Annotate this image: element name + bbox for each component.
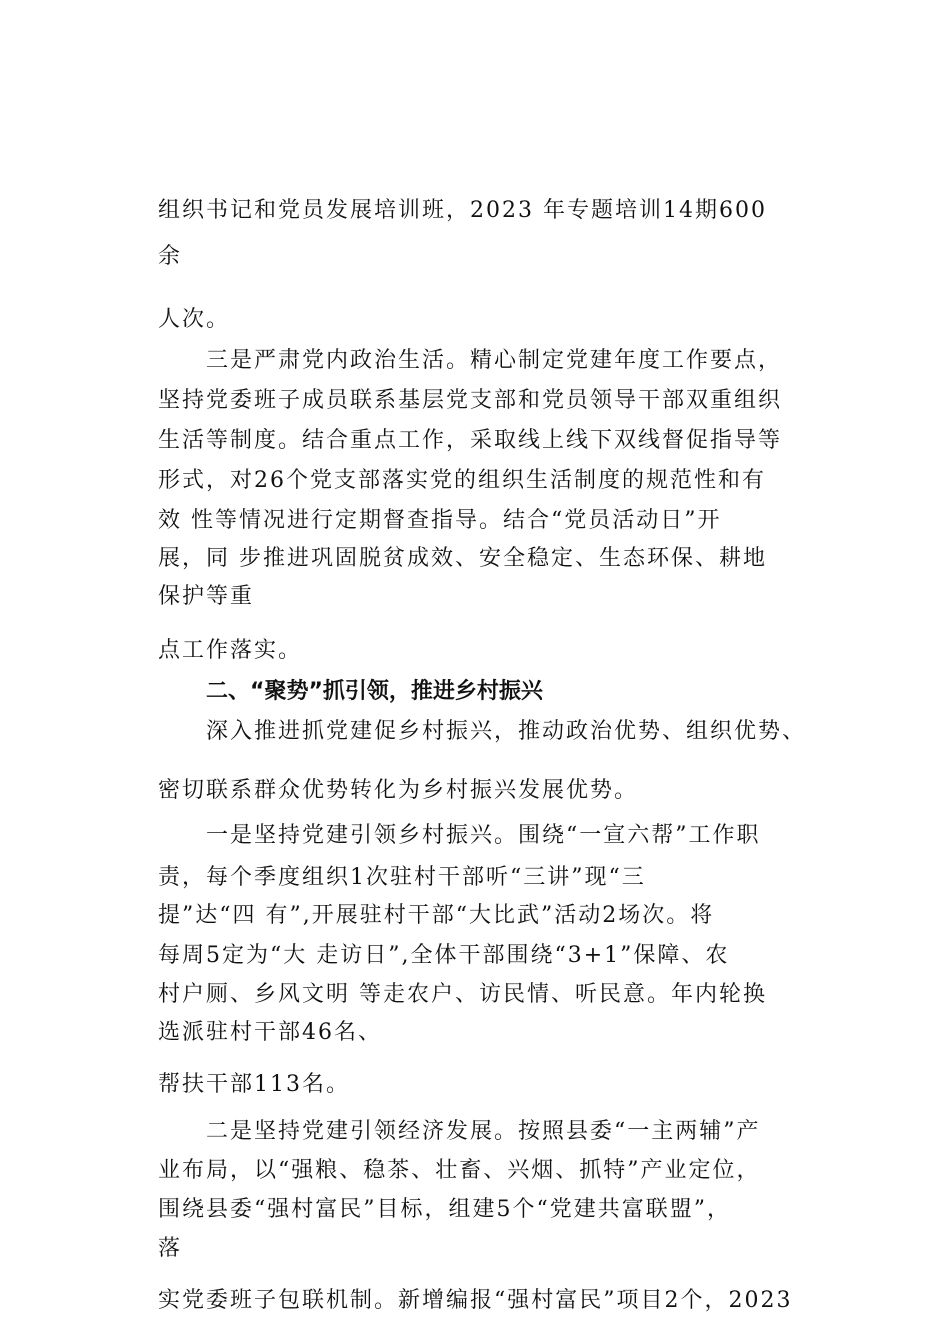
text-line: 落 xyxy=(158,1236,183,1261)
text-line: 展，同 步推进巩固脱贫成效、安全稳定、生态环保、耕地 xyxy=(158,546,767,571)
paragraph-start-line: 三是严肃党内政治生活。精心制定党建年度工作要点， xyxy=(206,348,783,373)
text-line: 围绕县委“强村富民”目标，组建5个“党建共富联盟”， xyxy=(158,1197,731,1222)
paragraph-start-line: 深入推进抓党建促乡村振兴，推动政治优势、组织优势、 xyxy=(206,719,807,744)
text-line: 余 xyxy=(158,244,183,269)
text-line: 选派驻村干部46名、 xyxy=(158,1020,382,1045)
text-line: 村户厕、乡风文明 等走农户、访民情、听民意。年内轮换 xyxy=(158,982,767,1007)
text-line: 提”达“四 有”,开展驻村干部“大比武”活动2场次。将 xyxy=(158,903,715,928)
text-line: 实党委班子包联机制。新增编报“强村富民”项目2个，2023 xyxy=(158,1288,793,1313)
text-line: 人次。 xyxy=(158,307,231,332)
text-line: 每周5定为“大 走访日”,全体干部围绕“3+1”保障、农 xyxy=(158,943,730,968)
section-heading: 二、“聚势”抓引领，推进乡村振兴 xyxy=(206,679,543,704)
text-line: 生活等制度。结合重点工作，采取线上线下双线督促指导等 xyxy=(158,428,783,453)
text-line: 保护等重 xyxy=(158,584,255,609)
paragraph-start-line: 二是坚持党建引领经济发展。按照县委“一主两辅”产 xyxy=(206,1119,761,1144)
text-line: 业布局，以“强粮、稳茶、壮畜、兴烟、抓特”产业定位， xyxy=(158,1158,761,1183)
text-line: 坚持党委班子成员联系基层党支部和党员领导干部双重组织 xyxy=(158,388,783,413)
text-line: 组织书记和党员发展培训班，2023 年专题培训14期600 xyxy=(158,198,767,223)
text-line: 责，每个季度组织1次驻村干部听“三讲”现“三 xyxy=(158,865,646,890)
text-line: 密切联系群众优势转化为乡村振兴发展优势。 xyxy=(158,778,639,803)
paragraph-start-line: 一是坚持党建引领乡村振兴。围绕“一宣六帮”工作职 xyxy=(206,823,761,848)
text-line: 点工作落实。 xyxy=(158,638,303,663)
text-line: 形式，对26个党支部落实党的组织生活制度的规范性和有 xyxy=(158,468,766,493)
text-line: 效 性等情况进行定期督查指导。结合“党员活动日”开 xyxy=(158,508,722,533)
text-line: 帮扶干部113名。 xyxy=(158,1072,350,1097)
